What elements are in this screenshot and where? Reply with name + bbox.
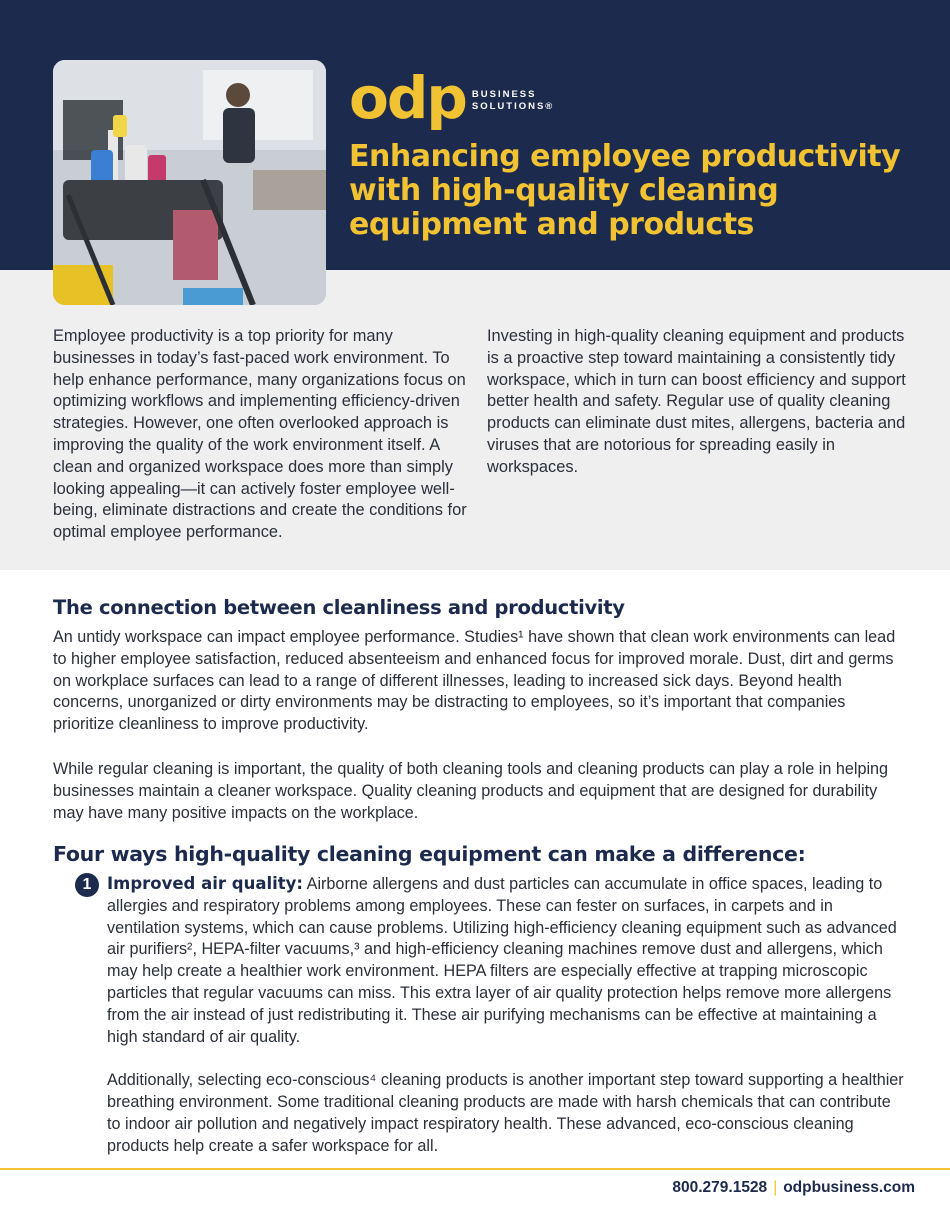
logo-sub-line2: SOLUTIONS® [471, 101, 555, 112]
list-item-body [107, 873, 907, 1157]
footer-website-link[interactable]: odpbusiness.com [783, 1179, 915, 1196]
intro-left-paragraph: Employee productivity is a top priority for many businesses in today’s fast-paced work environment. To help enhance performance, many organizations focus on optimizing workflows and implementing efficiency-driven strategies. However, one often overlooked approach is improving the quality of the work environment itself. A clean and organized workspace does more than simply looking appealing—it can actively foster employee well-being, eliminate distractions and create the conditions for optimal employee performance. [53, 327, 467, 542]
intro-right-paragraph: Investing in high-quality cleaning equipment and products is a proactive step toward maintaining a consistently tidy workspace, which in turn can boost efficiency and support better health and safety. Regular use of quality cleaning products can eliminate dust mites, allergens, bacteria and viruses that are notorious for spreading easily in workspaces. [487, 327, 906, 476]
footer-contact [672, 1179, 915, 1197]
cleaning-cart-photo [53, 60, 326, 305]
list-item-paragraph-2: Additionally, selecting eco-conscious⁴ cleaning products is another important step toward supporting a healthier breathing environment. Some traditional cleaning products are made with harsh chemicals that can contribute to indoor air pollution and negatively impact respiratory health. These advanced, eco-conscious cleaning products help create a safer workspace for all. [107, 1071, 904, 1155]
section-heading-connection: The connection between cleanliness and productivity [53, 596, 625, 619]
footer-separator: | [773, 1179, 778, 1196]
list-item-paragraph-1 [107, 873, 907, 1048]
list-item-text: Airborne allergens and dust particles can accumulate in office spaces, leading to allergies and respiratory problems among employees. These can fester on surfaces, in carpets and in ventilation systems, which can cause problems. Utilizing high-efficiency cleaning equipment such as advanced air purifiers², HEPA-filter vacuums,³ and high-efficiency cleaning machines remove dust and allergens, which may help create a healthier work environment. HEPA filters are especially effective at trapping microscopic particles that regular vacuums can miss. This extra layer of air quality protection helps remove more allergens from the air instead of just redistributing it. These air purifying mechanisms can be effective at maintaining a high standard of air quality. [107, 875, 897, 1046]
list-item [75, 873, 907, 1157]
section1-paragraph-2: While regular cleaning is important, the quality of both cleaning tools and cleaning products can play a role in helping businesses maintain a cleaner workspace. Quality cleaning products and equipment that are designed for durability may have many positive impacts on the workplace. [53, 760, 889, 822]
section1-paragraph-1: An untidy workspace can impact employee performance. Studies¹ have shown that clean work environments can lead to higher employee satisfaction, reduced absenteeism and enhanced focus for improved morale. Dust, dirt and germs on workplace surfaces can lead to a range of different illnesses, leading to increased sick days. Beyond health concerns, unorganized or dirty environments may be distracting to employees, so it’s important that companies prioritize cleanliness to improve productivity. [53, 628, 896, 734]
logo-subtitle [472, 89, 554, 113]
list-item-title: Improved air quality: [107, 874, 304, 893]
number-badge: 1 [75, 873, 99, 897]
odp-logo [349, 64, 555, 132]
footer-divider [0, 1168, 950, 1170]
footer-phone[interactable]: 800.279.1528 [672, 1179, 768, 1196]
logo-sub-line1: BUSINESS [471, 89, 537, 100]
page-title: Enhancing employee productivity with high-quality cleaning equipment and products [349, 139, 901, 242]
logo-mark: odp [349, 64, 466, 132]
section-heading-four-ways: Four ways high-quality cleaning equipment can make a difference: [53, 842, 806, 866]
